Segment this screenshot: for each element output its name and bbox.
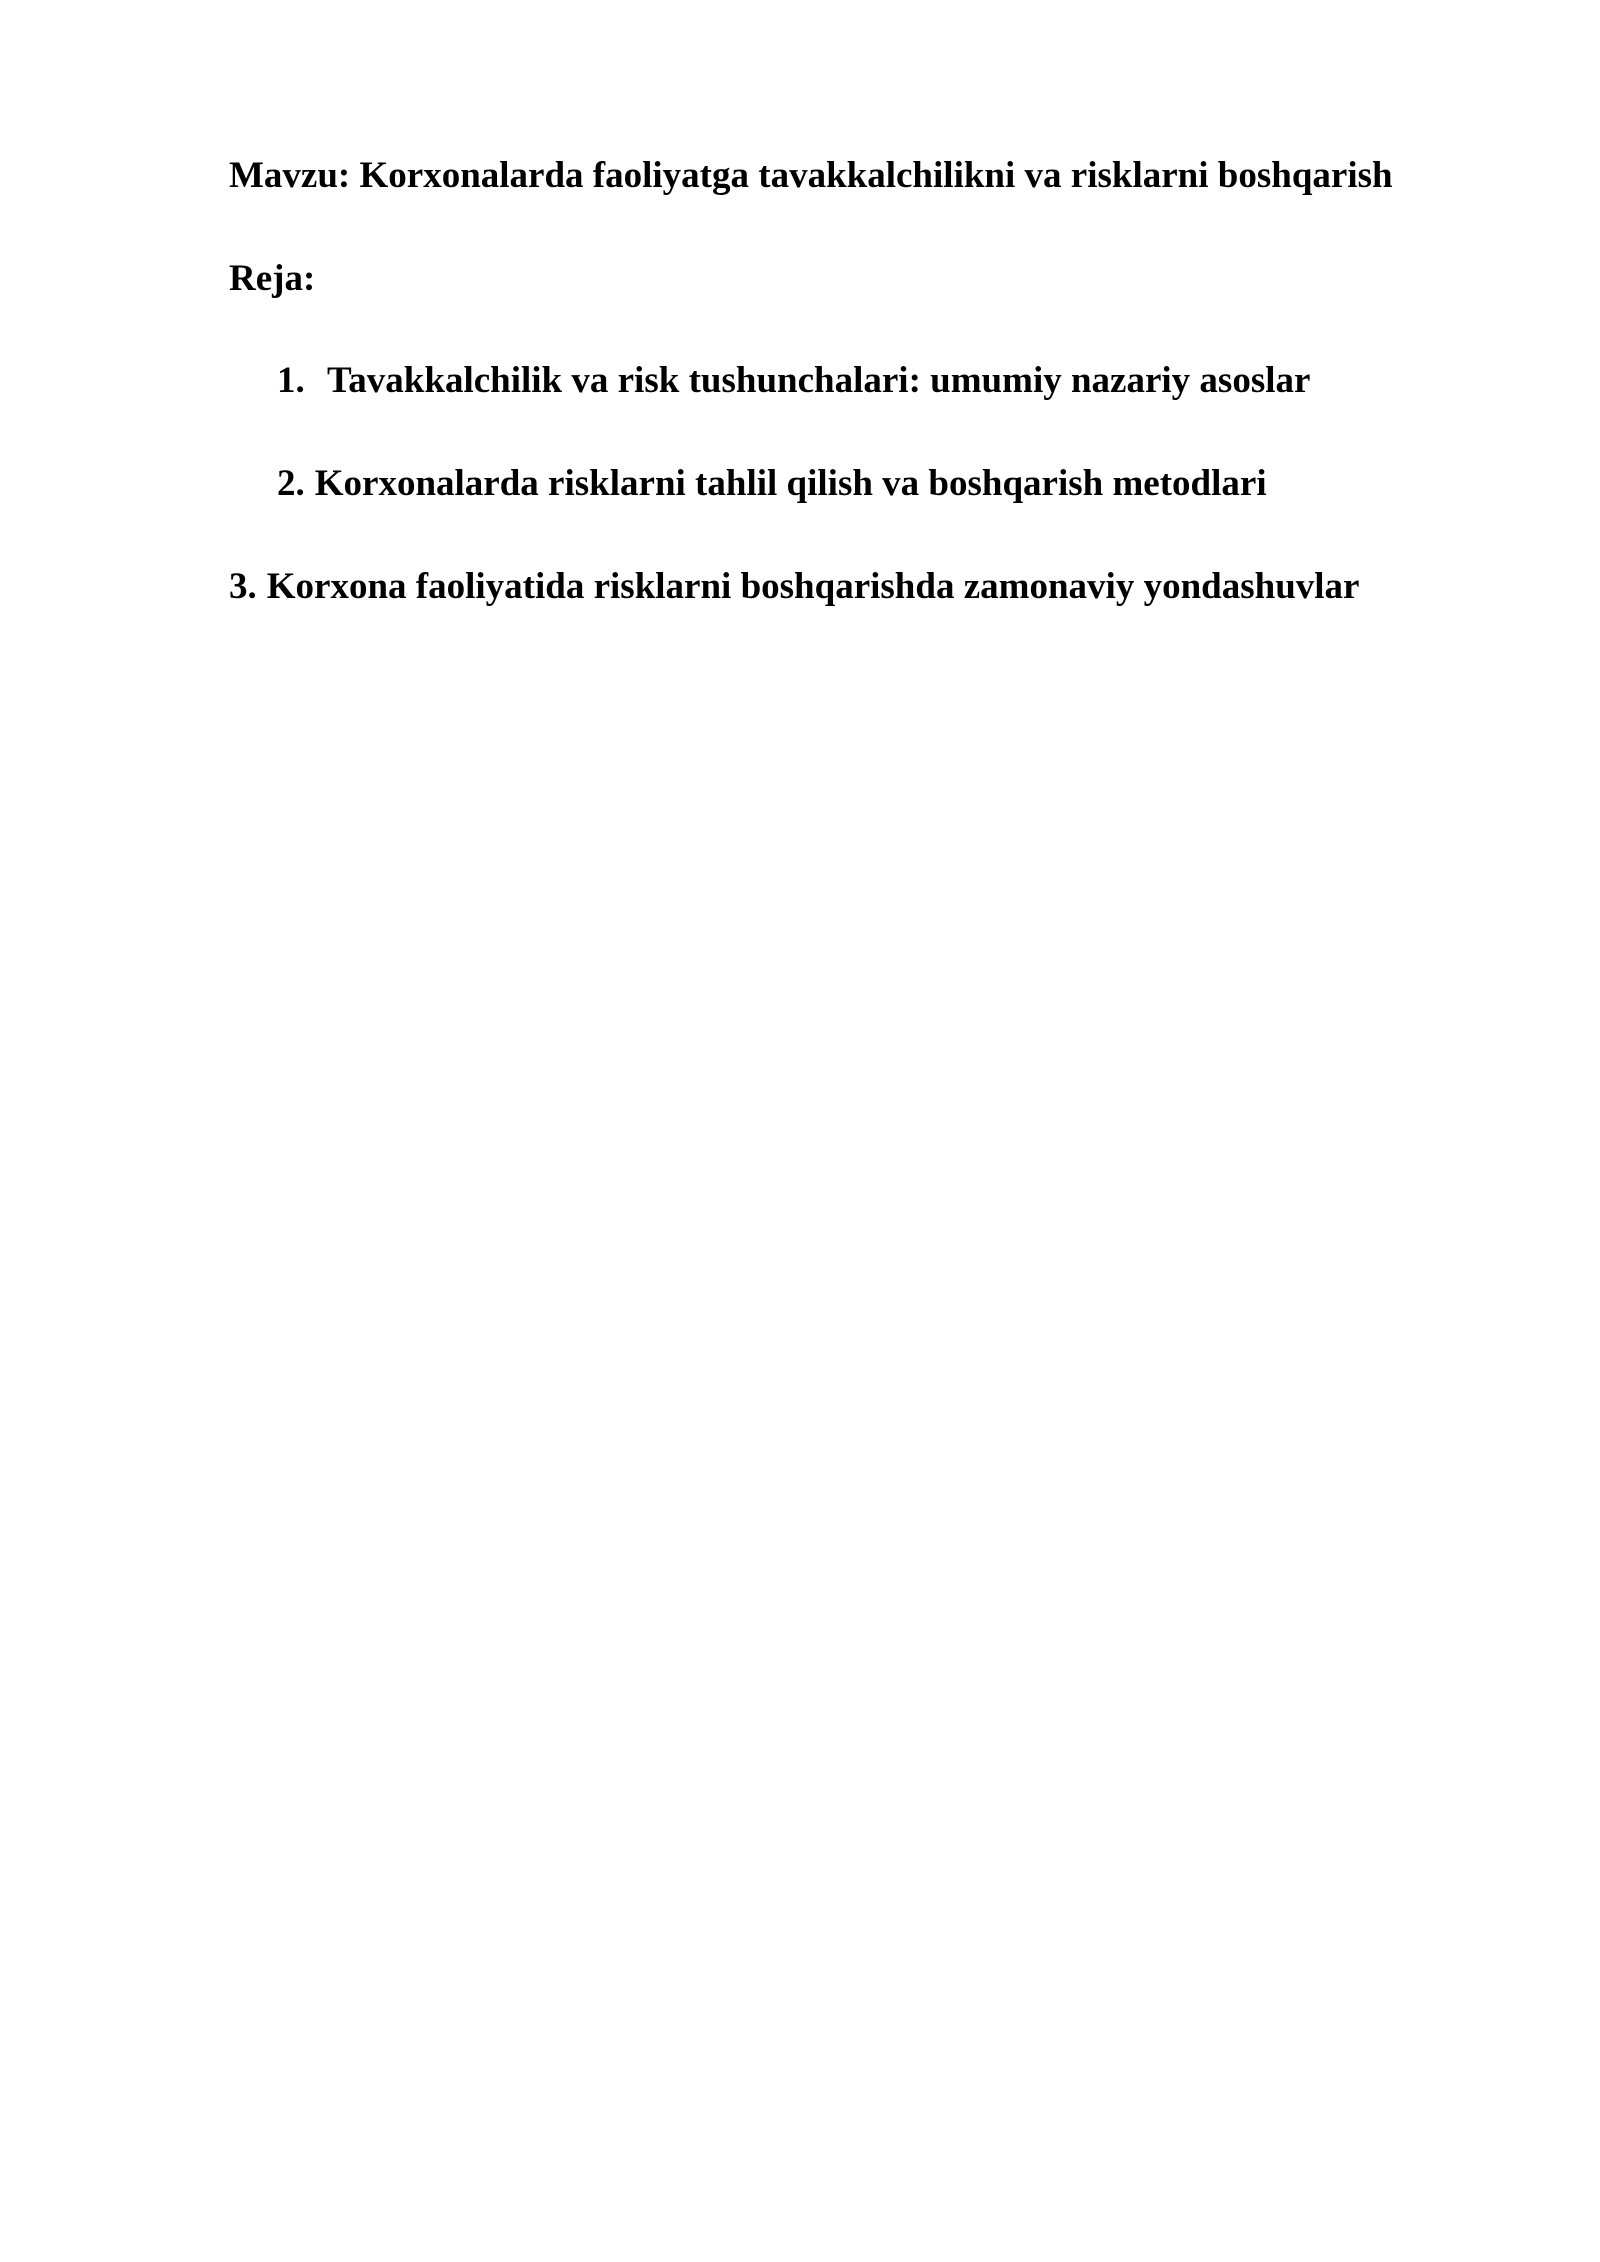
plan-item	[277, 462, 1267, 506]
document-title: Mavzu: Korxonalarda faoliyatga tavakkalchilikni va risklarni boshqarish	[229, 155, 1393, 196]
plan-item	[277, 359, 1310, 403]
plan-item-text: Korxona faoliyatida risklarni boshqarishda zamonaviy yondashuvlar	[266, 566, 1360, 607]
plan-item	[229, 565, 1359, 609]
plan-item-number: 3.	[229, 566, 257, 607]
plan-item-number: 2.	[277, 463, 305, 504]
plan-item-text: Korxonalarda risklarni tahlil qilish va boshqarish metodlari	[314, 463, 1267, 504]
plan-item-text: Tavakkalchilik va risk tushunchalari: umumiy nazariy asoslar	[327, 360, 1311, 401]
plan-item-number: 1.	[277, 360, 305, 401]
plan-heading: Reja:	[229, 258, 316, 299]
